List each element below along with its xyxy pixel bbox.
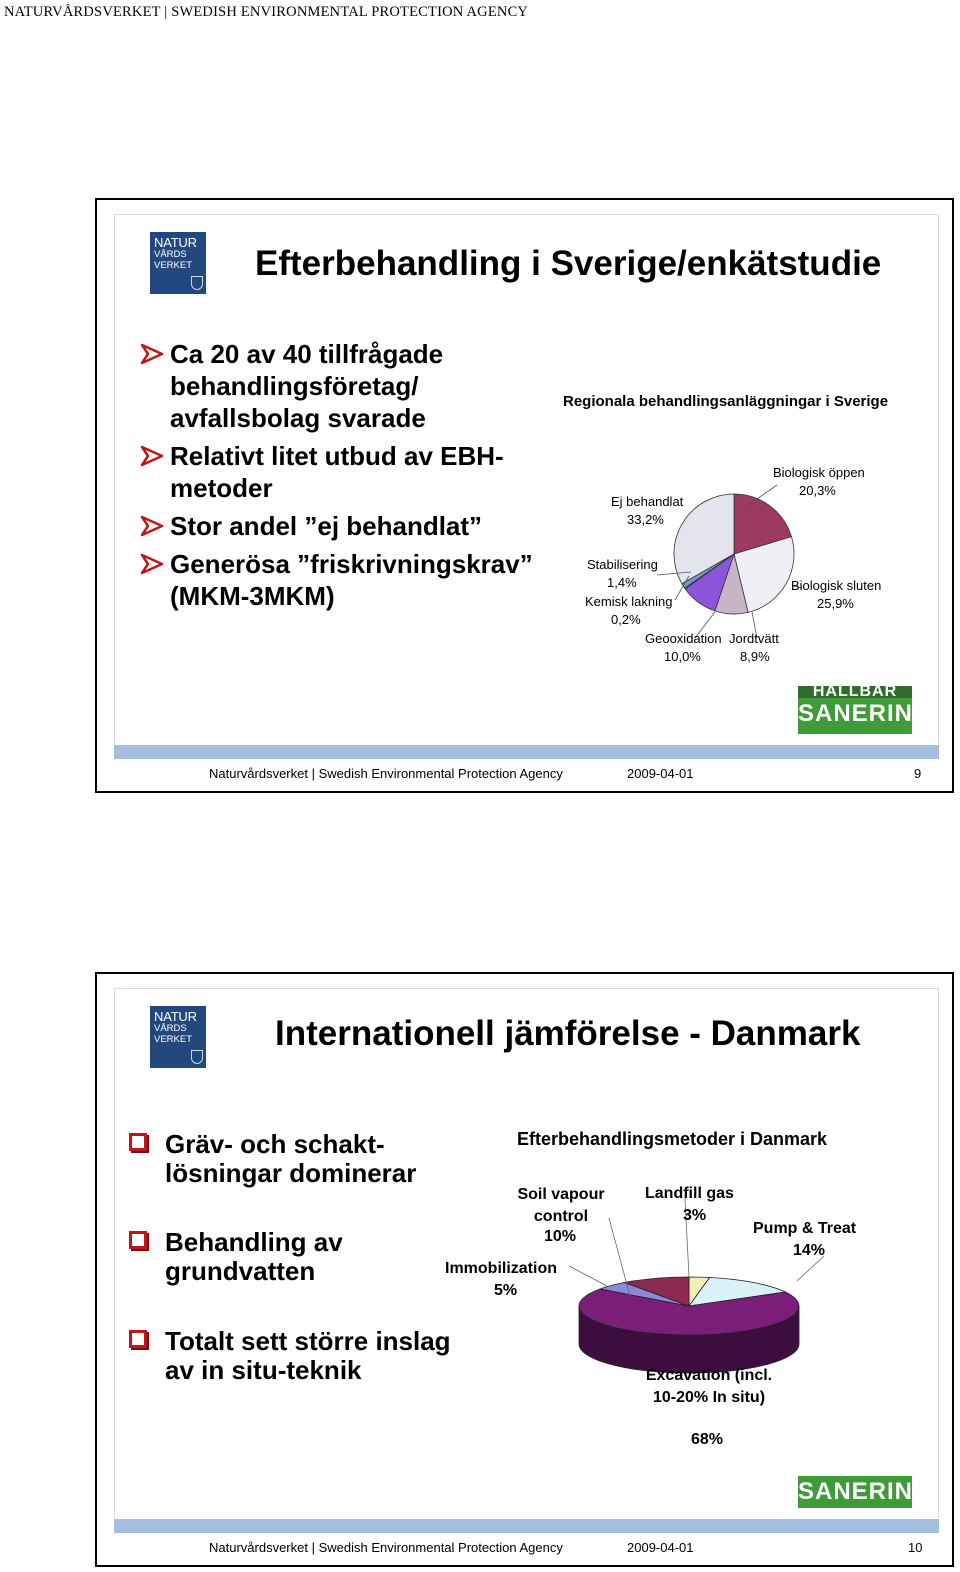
slice-label-name: Immobilization (445, 1260, 557, 1277)
bullet-text: Ca 20 av 40 tillfrågade behandlingsföretag/ avfallsbolag svarade (170, 339, 444, 433)
footer-agency: Naturvårdsverket | Swedish Environmental Protection Agency (209, 766, 563, 781)
page-header: NATURVÅRDSVERKET | SWEDISH ENVIRONMENTAL PROTECTION AGENCY (4, 4, 529, 20)
slice-label-name: Stabilisering (587, 557, 658, 572)
badge-top-text: HALLBAR (798, 686, 912, 698)
slice-label-value: 3% (683, 1207, 707, 1224)
leader-line-3 (569, 1266, 607, 1286)
slice-label-value: 20,3% (799, 483, 836, 498)
bullet-text: Generösa ”friskrivningskrav” (MKM-3MKM) (170, 549, 533, 611)
slice-label-name: Jordtvätt (729, 631, 779, 646)
slide-9 (95, 198, 954, 793)
footer-date: 2009-04-01 (627, 1540, 694, 1555)
logo-line-1: NATUR (154, 1009, 197, 1024)
slice-label-name: Ej behandlat (611, 494, 684, 509)
slice-label-value: 33,2% (627, 512, 664, 527)
badge-main-text: SANERING (798, 700, 933, 727)
slice-label-value: 1,4% (607, 575, 637, 590)
slide-title: Efterbehandling i Sverige/enkätstudie (255, 244, 882, 283)
logo-line-2: VÅRDS (154, 1023, 187, 1034)
bullet-text: Totalt sett större inslag av in situ-teknik (165, 1326, 451, 1385)
slice-label-name: Pump & Treat (753, 1220, 857, 1237)
slice-label-name: Geooxidation (645, 631, 722, 646)
slice-label-name: Soil vapour control (517, 1186, 605, 1225)
slide-10 (95, 972, 954, 1567)
slice-label-value: 25,9% (817, 596, 854, 611)
slice-label-value: 0,2% (611, 612, 641, 627)
slice-label-value: 8,9% (740, 649, 770, 664)
bullet-text: Relativt litet utbud av EBH-metoder (170, 441, 504, 503)
bullet-text: Stor andel ”ej behandlat” (170, 511, 483, 541)
chart-title: Regionala behandlingsanläggningar i Sverige (563, 393, 889, 410)
slice-label-name: Excavation (incl. 10-20% In situ) (645, 1367, 773, 1406)
chart-title: Efterbehandlingsmetoder i Danmark (517, 1129, 828, 1149)
slice-label-name: Biologisk sluten (791, 578, 882, 593)
slice-label-name: Kemisk lakning (585, 594, 673, 609)
sanering-logo (798, 1476, 933, 1508)
logo-line-1: NATUR (154, 235, 197, 250)
bullet-text: Gräv- och schakt-lösningar dominerar (165, 1129, 417, 1188)
logo-line-3: VERKET (154, 259, 193, 271)
slice-label-name: Biologisk öppen (773, 465, 865, 480)
badge-main-text: SANERING (798, 1478, 933, 1505)
slice-label-value: 5% (494, 1282, 518, 1299)
slice-label-value: 68% (691, 1431, 724, 1448)
slice-label-value: 14% (793, 1242, 826, 1259)
hallbar-sanering-logo (798, 683, 933, 734)
slide-title: Internationell jämförelse - Danmark (275, 1014, 861, 1053)
footer-page-number: 9 (914, 766, 922, 781)
footer-agency: Naturvårdsverket | Swedish Environmental Protection Agency (209, 1540, 563, 1555)
slice-label-value: 10,0% (664, 649, 701, 664)
slice-label-value: 10% (544, 1228, 577, 1245)
footer-date: 2009-04-01 (627, 766, 694, 781)
bullet-text: Behandling av grundvatten (165, 1227, 343, 1286)
footer-bar (114, 745, 939, 759)
footer-bar (114, 1519, 939, 1533)
slice-label-name: Landfill gas (645, 1185, 734, 1202)
logo-line-3: VERKET (154, 1033, 193, 1045)
logo-line-2: VÅRDS (154, 249, 187, 260)
footer-page-number: 10 (908, 1540, 923, 1555)
